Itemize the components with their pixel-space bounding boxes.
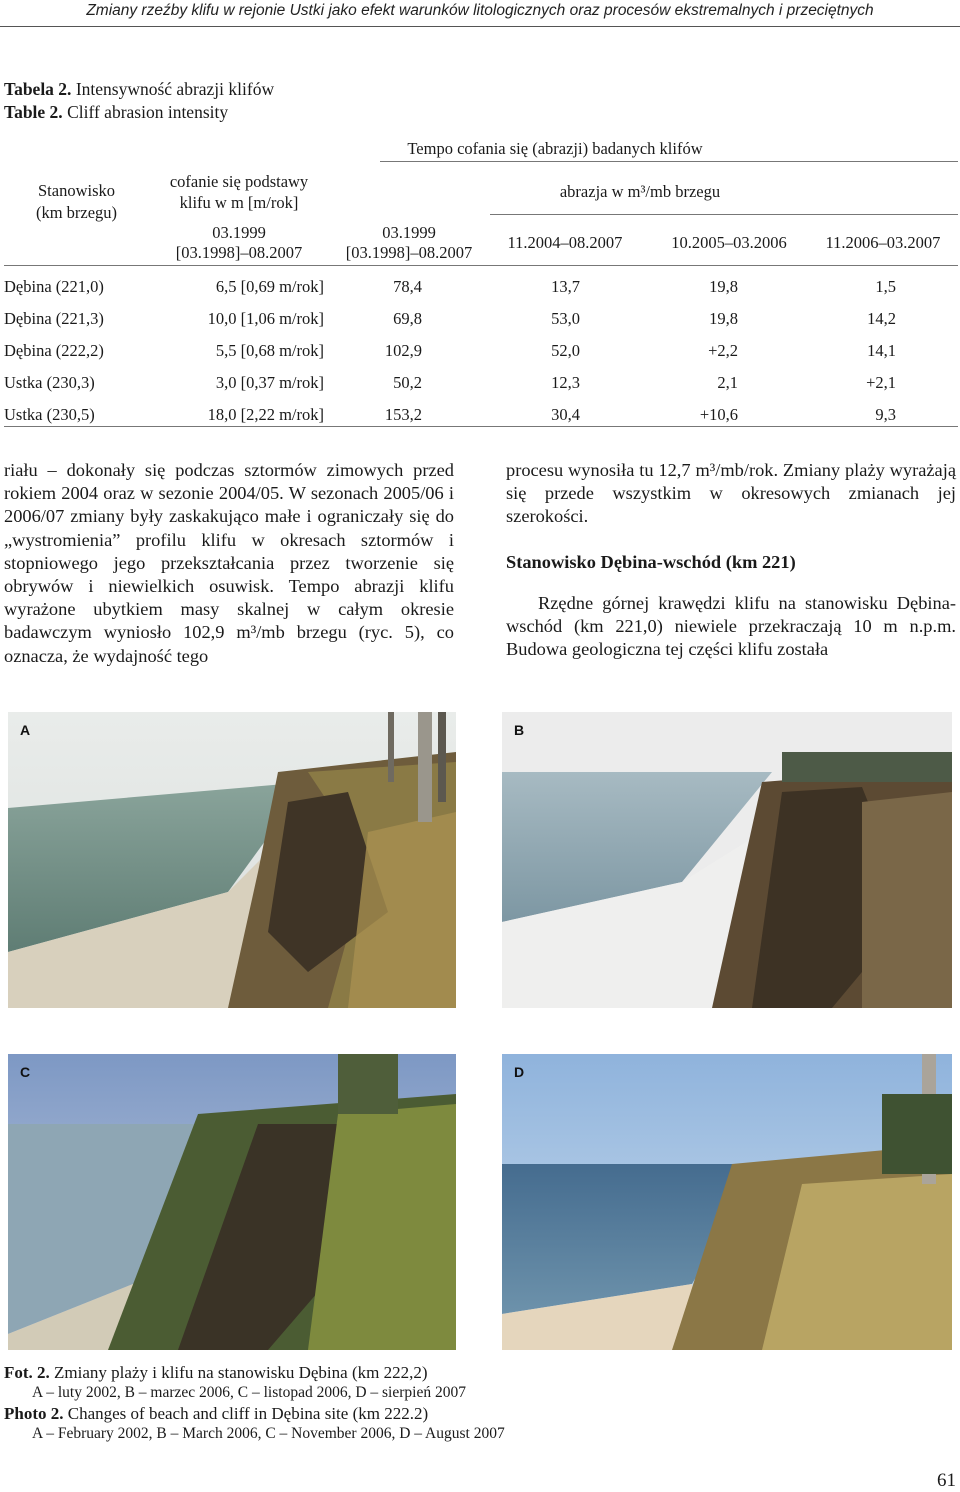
table-cell-station: Dębina (221,3) [4, 309, 104, 328]
photo-b-image [502, 712, 952, 1008]
col-header-retreat-line2: klifu w m [m/rok] [179, 193, 299, 212]
table-cell-abr-total: 153,2 [384, 405, 422, 424]
table-cell-p1: 12,3 [551, 373, 580, 392]
col-header-period2-line2: [03.1998]–08.2007 [345, 243, 473, 262]
figure-caption-en-text: Changes of beach and cliff in Dębina site (km 222.2) [67, 1404, 429, 1423]
table-cell-retreat: 18,0 [2,22 m/rok] [207, 405, 324, 424]
col-header-period4: 10.2005–03.2006 [671, 233, 787, 252]
photo-d-label: D [514, 1064, 525, 1080]
right-paragraph-1: procesu wynosiła tu 12,7 m³/mb/rok. Zmiany plaży wyrażają się przede wszystkim w okresowych zmianach jej szerokości. [506, 460, 956, 527]
table-cell-p3: 1,5 [875, 277, 896, 296]
table-cell-p3: 14,1 [867, 341, 896, 360]
photo-a-label: A [20, 722, 31, 738]
photo-a-image [8, 712, 456, 1008]
table-bottom-rule [4, 426, 958, 427]
left-paragraph: riału – dokonały się podczas sztormów zimowych przed rokiem 2004 oraz w sezonie 2004/05. W sezonach 2005/06 i 2006/07 zmiany były zaskakująco małe i ograniczały się do „wystromienia” profilu klifu w okresach sztormów i stopniowego jego przekształcania przez tworzenie się obrywów i niewielkich osuwisk. Tempo abrazji klifu wyrażone ubytkiem masy skalnej w całym okresie badawczym wyniosło 102,9 m³/mb brzegu (ryc. 5), co oznacza, że wydajność tego [4, 460, 454, 666]
table-caption-en-text: Cliff abrasion intensity [67, 102, 229, 122]
table-caption-en-label: Table 2. [4, 102, 63, 122]
table-cell-retreat: 6,5 [0,69 m/rok] [215, 277, 324, 296]
left-text-column [4, 459, 454, 668]
photo-d [502, 1054, 952, 1350]
abrasion-header-rule [490, 214, 958, 215]
table-cell-p1: 13,7 [551, 277, 580, 296]
table-cell-station: Ustka (230,3) [4, 373, 95, 392]
table-cell-p2: +2,2 [708, 341, 738, 360]
table-cell-station: Dębina (221,0) [4, 277, 104, 296]
table-cell-p2: 2,1 [717, 373, 738, 392]
table-cell-abr-total: 69,8 [393, 309, 422, 328]
running-header: Zmiany rzeźby klifu w rejonie Ustki jako efekt warunków litologicznych oraz procesów ekstremalnych i przeciętnych [86, 2, 874, 19]
table-cell-abr-total: 102,9 [384, 341, 422, 360]
photo-b-label: B [514, 722, 525, 738]
photo-a [8, 712, 456, 1008]
right-text-column [506, 459, 956, 661]
col-header-period1-line2: [03.1998]–08.2007 [175, 243, 303, 262]
table-cell-abr-total: 78,4 [393, 277, 422, 296]
table-cell-p1: 30,4 [551, 405, 580, 424]
right-paragraph-2: Rzędne górnej krawędzi klifu na stanowisku Dębina-wschód (km 221,0) niewiele przekraczają 10 m n.p.m. Budowa geologiczna tej części klifu została [506, 592, 956, 660]
table-caption-pl-label: Tabela 2. [4, 79, 72, 99]
figure-caption-pl-label: Fot. 2. [4, 1363, 50, 1382]
table-group-header: Tempo cofania się (abrazji) badanych klifów [407, 139, 703, 158]
figure-caption-en-label: Photo 2. [4, 1404, 64, 1423]
col-header-station-line1: Stanowisko [37, 181, 115, 200]
table-cell-p2: +10,6 [699, 405, 738, 424]
table-cell-p2: 19,8 [709, 277, 738, 296]
table-cell-retreat: 10,0 [1,06 m/rok] [207, 309, 324, 328]
col-header-period3: 11.2004–08.2007 [507, 233, 623, 252]
section-heading: Stanowisko Dębina-wschód (km 221) [506, 551, 796, 572]
photo-c [8, 1054, 456, 1350]
table-caption [4, 78, 274, 124]
col-header-period1-line1: 03.1999 [212, 223, 266, 242]
photo-c-image [8, 1054, 456, 1350]
table-cell-p1: 52,0 [551, 341, 580, 360]
col-header-abrasion: abrazja w m³/mb brzegu [559, 182, 721, 201]
table-caption-pl-text: Intensywność abrazji klifów [75, 79, 275, 99]
col-header-station-line2: (km brzegu) [35, 203, 118, 222]
figure-caption-pl-text: Zmiany plaży i klifu na stanowisku Dębina (km 222,2) [54, 1363, 428, 1382]
figure-caption [4, 1362, 505, 1444]
table-cell-p3: +2,1 [866, 373, 896, 392]
page-number: 61 [937, 1470, 956, 1491]
figure-caption-pl-sub: A – luty 2002, B – marzec 2006, C – listopad 2006, D – sierpień 2007 [32, 1384, 466, 1401]
table-cell-p3: 9,3 [875, 405, 896, 424]
photo-c-label: C [20, 1064, 31, 1080]
table-cell-p2: 19,8 [709, 309, 738, 328]
table-cell-abr-total: 50,2 [393, 373, 422, 392]
abrasion-table [4, 130, 958, 430]
table-cell-station: Dębina (222,2) [4, 341, 104, 360]
table-header-rule [4, 265, 958, 266]
table-cell-p3: 14,2 [867, 309, 896, 328]
photo-d-image [502, 1054, 952, 1350]
photo-b [502, 712, 952, 1008]
group-header-rule [380, 161, 958, 162]
header-rule [0, 26, 960, 27]
col-header-period5: 11.2006–03.2007 [825, 233, 941, 252]
table-cell-retreat: 5,5 [0,68 m/rok] [215, 341, 324, 360]
table-cell-p1: 53,0 [551, 309, 580, 328]
figure-caption-en-sub: A – February 2002, B – March 2006, C – November 2006, D – August 2007 [32, 1425, 505, 1442]
col-header-retreat-line1: cofanie się podstawy [169, 172, 309, 191]
table-cell-station: Ustka (230,5) [4, 405, 95, 424]
col-header-period2-line1: 03.1999 [382, 223, 436, 242]
table-cell-retreat: 3,0 [0,37 m/rok] [215, 373, 324, 392]
